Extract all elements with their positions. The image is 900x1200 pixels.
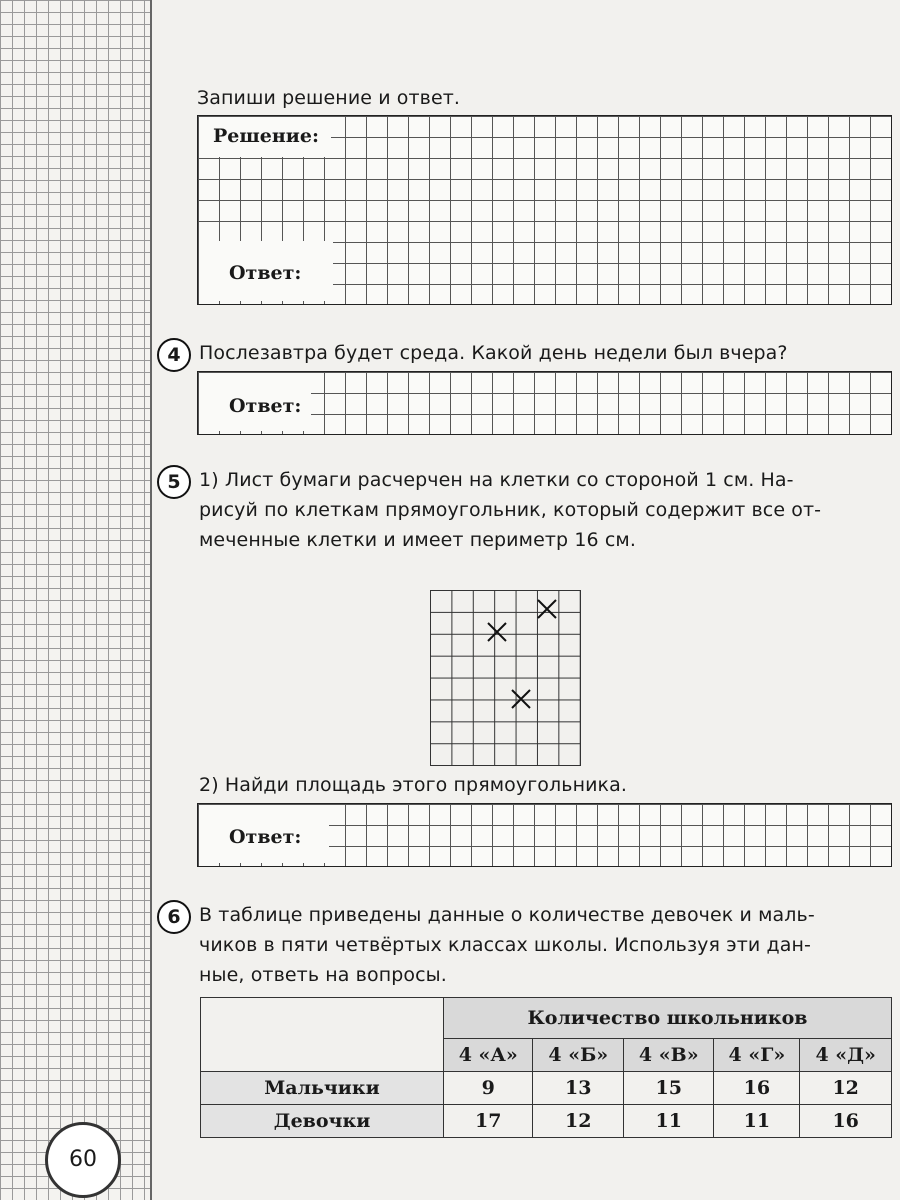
table-cell: 9 (444, 1072, 533, 1105)
solution-label: Решение: (213, 125, 319, 147)
task6-line2: чиков в пяти четвёртых классах школы. Используя эти дан- (199, 934, 811, 956)
table-row (201, 1072, 892, 1105)
table-cell: 16 (800, 1105, 892, 1138)
table-cell: 16 (714, 1072, 800, 1105)
task6-line3: ные, ответь на вопросы. (199, 964, 447, 986)
task3-instruction: Запиши решение и ответ. (197, 87, 461, 109)
table-cell: 12 (800, 1072, 892, 1105)
task6-line1: В таблице приведены данные о количестве девочек и маль- (199, 904, 815, 926)
table-cell: 15 (624, 1072, 714, 1105)
page-number: 60 (45, 1122, 121, 1198)
task5-line2: рисуй по клеткам прямоугольник, который содержит все от- (199, 499, 822, 521)
table-group-header: Количество школьников (444, 998, 892, 1039)
table-cell: 17 (444, 1105, 533, 1138)
task4-question: Послезавтра будет среда. Какой день недели был вчера? (199, 342, 788, 364)
table-corner-cell (201, 998, 444, 1072)
column-header: 4 «А» (444, 1039, 533, 1072)
row-label-boys: Мальчики (201, 1072, 444, 1105)
drawing-grid[interactable] (430, 590, 581, 766)
table-cell: 11 (714, 1105, 800, 1138)
answer3-label: Ответ: (229, 262, 302, 284)
table-cell: 12 (533, 1105, 624, 1138)
column-header: 4 «В» (624, 1039, 714, 1072)
row-label-girls: Девочки (201, 1105, 444, 1138)
answer4-label: Ответ: (229, 395, 302, 417)
marked-cell-1 (536, 598, 558, 620)
task6-number: 6 (157, 900, 191, 934)
task5-line3: меченные клетки и имеет периметр 16 см. (199, 529, 636, 551)
column-header: 4 «Г» (714, 1039, 800, 1072)
table-cell: 13 (533, 1072, 624, 1105)
margin-grid (0, 0, 150, 1200)
margin-line (150, 0, 152, 1200)
column-header: 4 «Д» (800, 1039, 892, 1072)
table-row (201, 1105, 892, 1138)
table-cell: 11 (624, 1105, 714, 1138)
task5-part2: 2) Найди площадь этого прямоугольника. (199, 774, 628, 796)
answer5-label: Ответ: (229, 826, 302, 848)
marked-cell-3 (510, 688, 532, 710)
students-table (200, 997, 892, 1138)
column-header: 4 «Б» (533, 1039, 624, 1072)
task5-number: 5 (157, 465, 191, 499)
marked-cell-2 (486, 621, 508, 643)
task5-line1: 1) Лист бумаги расчерчен на клетки со стороной 1 см. На- (199, 469, 794, 491)
task4-number: 4 (157, 338, 191, 372)
